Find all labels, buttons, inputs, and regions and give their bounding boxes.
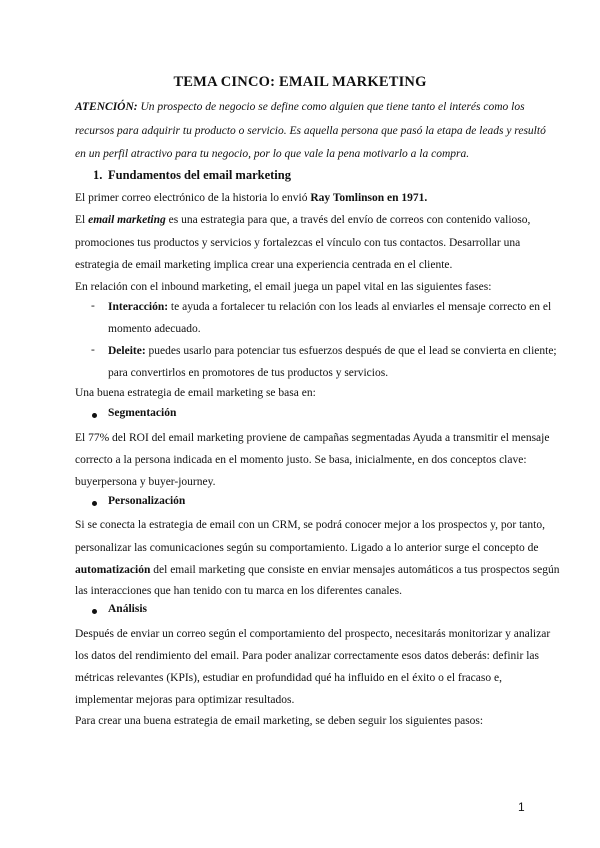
anal-line-3: métricas relevantes (KPIs), estudiar en profundidad qué ha influido en el éxito o el fracaso e, <box>75 672 502 684</box>
anal-line-1: Después de enviar un correo según el comportamiento del prospecto, necesitarás monitorizar y analizar <box>75 628 551 640</box>
paragraph-1 <box>75 191 427 205</box>
phase-1-label: Interacción: <box>108 301 169 313</box>
anal-line-2: los datos del rendimiento del email. Para poder analizar correctamente esos datos deberás: definir las <box>75 650 539 662</box>
phase-1-line-2: momento adecuado. <box>108 323 201 335</box>
seg-line-3: buyerpersona y buyer-journey. <box>75 476 216 488</box>
phase-2-text: puedes usarlo para potenciar tus esfuerzos después de que el lead se convierta en cliente; <box>145 345 557 357</box>
phase-2-line-1 <box>108 344 557 358</box>
section-heading: Fundamentos del email marketing <box>108 168 291 182</box>
intro-line-1 <box>75 100 525 114</box>
bullet-segmentacion: Segmentación <box>108 407 177 419</box>
page-title: TEMA CINCO: EMAIL MARKETING <box>173 74 427 90</box>
paragraph-2-line-1 <box>75 213 530 227</box>
seg-line-2: correcto a la persona indicada en el momento justo. Se basa, inicialmente, en dos conceptos clave: <box>75 454 527 466</box>
bullet-dot-2 <box>92 501 97 506</box>
bullet-analisis: Análisis <box>108 603 147 615</box>
anal-line-4: implementar mejoras para optimizar resultados. <box>75 694 295 706</box>
pers-line-1: Si se conecta la estrategia de email con un CRM, se podrá conocer mejor a los prospectos y, por tanto, <box>75 519 545 531</box>
paragraph-4: Una buena estrategia de email marketing se basa en: <box>75 387 316 399</box>
bullet-dot-1 <box>92 413 97 418</box>
paragraph-2-line-3: estrategia de email marketing implica crear una experiencia centrada en el cliente. <box>75 259 453 271</box>
phase-dash-1: - <box>91 300 95 312</box>
p2-pre: El <box>75 214 89 226</box>
seg-line-1: El 77% del ROI del email marketing proviene de campañas segmentadas Ayuda a transmitir el mensaje <box>75 432 550 444</box>
p1-bold: Ray Tomlinson en 1971. <box>310 192 428 204</box>
p1-text: El primer correo electrónico de la historia lo envió <box>75 192 311 204</box>
pers-line-3 <box>75 563 559 577</box>
intro-line-3: en un perfil atractivo para tu negocio, por lo que vale la pena motivarlo a la compra. <box>75 148 470 160</box>
paragraph-2-line-2: promociones tus productos y servicios y fortalezcas el vínculo con tus contactos. Desarrollar una <box>75 237 521 249</box>
paragraph-5: Para crear una buena estrategia de email marketing, se deben seguir los siguientes pasos: <box>75 715 484 727</box>
pers-bold: automatización <box>75 564 151 576</box>
intro-label: ATENCIÓN: <box>75 101 138 113</box>
phase-1-line-1 <box>108 300 551 314</box>
page-number: 1 <box>518 800 525 814</box>
p2-post: es una estrategia para que, a través del envío de correos con contenido valioso, <box>165 214 531 226</box>
bullet-personalizacion: Personalización <box>108 495 186 507</box>
intro-line-2: recursos para adquirir tu producto o servicio. Es aquella persona que pasó la etapa de leads y resultó <box>75 125 546 137</box>
phase-dash-2: - <box>91 344 95 356</box>
paragraph-3: En relación con el inbound marketing, el email juega un papel vital en las siguientes fases: <box>75 281 492 293</box>
phase-2-line-2: para convertirlos en promotores de tus productos y servicios. <box>108 367 389 379</box>
p2-bold: email marketing <box>88 214 166 226</box>
pers-line-4: las interacciones que han tenido con tu marca en los diferentes canales. <box>75 585 402 597</box>
pers-line-2: personalizar las comunicaciones según su comportamiento. Ligado a lo anterior surge el concepto de <box>75 542 539 554</box>
bullet-dot-3 <box>92 609 97 614</box>
intro-text-1: Un prospecto de negocio se define como alguien que tiene tanto el interés como los <box>137 101 525 113</box>
phase-2-label: Deleite: <box>108 345 146 357</box>
phase-1-text: te ayuda a fortalecer tu relación con los leads al enviarles el mensaje correcto en el <box>168 301 552 313</box>
pers-rest: del email marketing que consiste en enviar mensajes automáticos a tus prospectos según <box>150 564 560 576</box>
section-number: 1. <box>93 168 103 182</box>
